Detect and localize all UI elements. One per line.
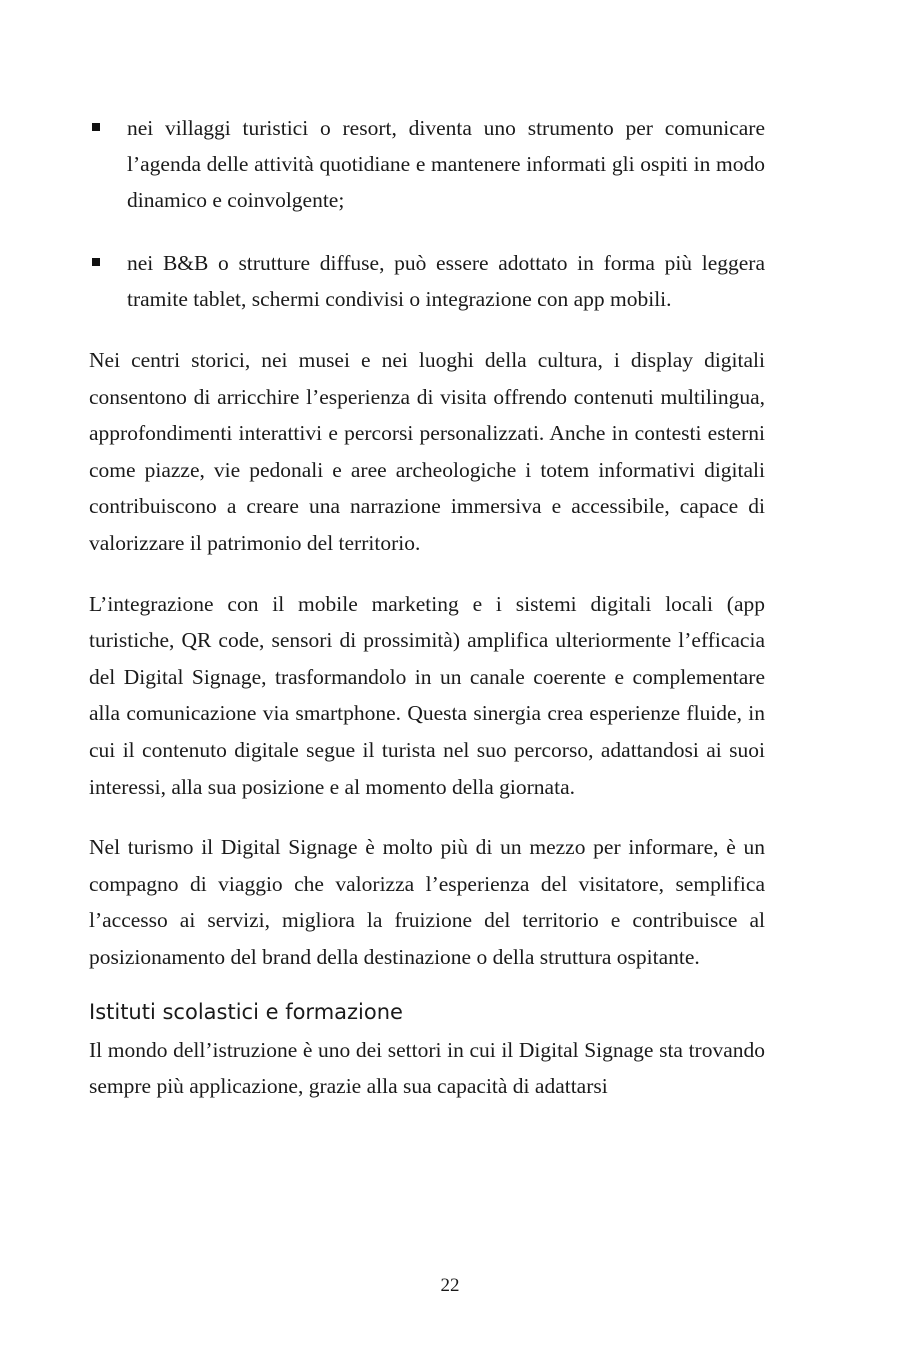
- bullet-list: [89, 110, 765, 317]
- paragraph-cultural-sites: Nei centri storici, nei musei e nei luoghi della cultura, i display digitali consentono di arricchire l’esperienza di visita offrendo contenuti multilingua, approfondimenti interattivi e percorsi personalizzati. Anche in contesti esterni come piazze, vie pedonali e aree archeologiche i totem informativi digitali contribuiscono a creare una narrazione immersiva e accessibile, capace di valorizzare il patrimonio del territorio.: [89, 348, 765, 555]
- page-body: [89, 110, 765, 1105]
- square-bullet-icon: [92, 258, 100, 266]
- page-number: 22: [440, 1275, 460, 1296]
- bullet-item: [89, 110, 765, 218]
- paragraph-education-intro: Il mondo dell’istruzione è uno dei settori in cui il Digital Signage sta trovando sempre più applicazione, grazie alla sua capacità di adattarsi: [89, 1037, 765, 1099]
- square-bullet-icon: [92, 123, 100, 131]
- bullet-text: nei B&B o strutture diffuse, può essere adottato in forma più leggera tramite tablet, schermi condivisi o integrazione con app mobili.: [127, 251, 765, 311]
- paragraph-tourism-summary: Nel turismo il Digital Signage è molto più di un mezzo per informare, è un compagno di viaggio che valorizza l’esperienza del visitatore, semplifica l’accesso ai servizi, migliora la fruizione del territorio e contribuisce al posizionamento del brand della destinazione o della struttura ospitante.: [89, 835, 765, 969]
- paragraph-mobile-integration: L’integrazione con il mobile marketing e i sistemi digitali locali (app turistiche, QR code, sensori di prossimità) amplifica ulteriormente l’efficacia del Digital Signage, trasformandolo in un canale coerente e complementare alla comunicazione via smartphone. Questa sinergia crea esperienze fluide, in cui il contenuto digitale segue il turista nel suo percorso, adattandosi ai suoi interessi, alla sua posizione e al momento della giornata.: [89, 591, 765, 799]
- bullet-item: [89, 245, 765, 317]
- section-heading: Istituti scolastici e formazione: [89, 999, 403, 1024]
- bullet-text: nei villaggi turistici o resort, diventa uno strumento per comunicare l’agenda delle attività quotidiane e mantenere informati gli ospiti in modo dinamico e coinvolgente;: [127, 116, 765, 212]
